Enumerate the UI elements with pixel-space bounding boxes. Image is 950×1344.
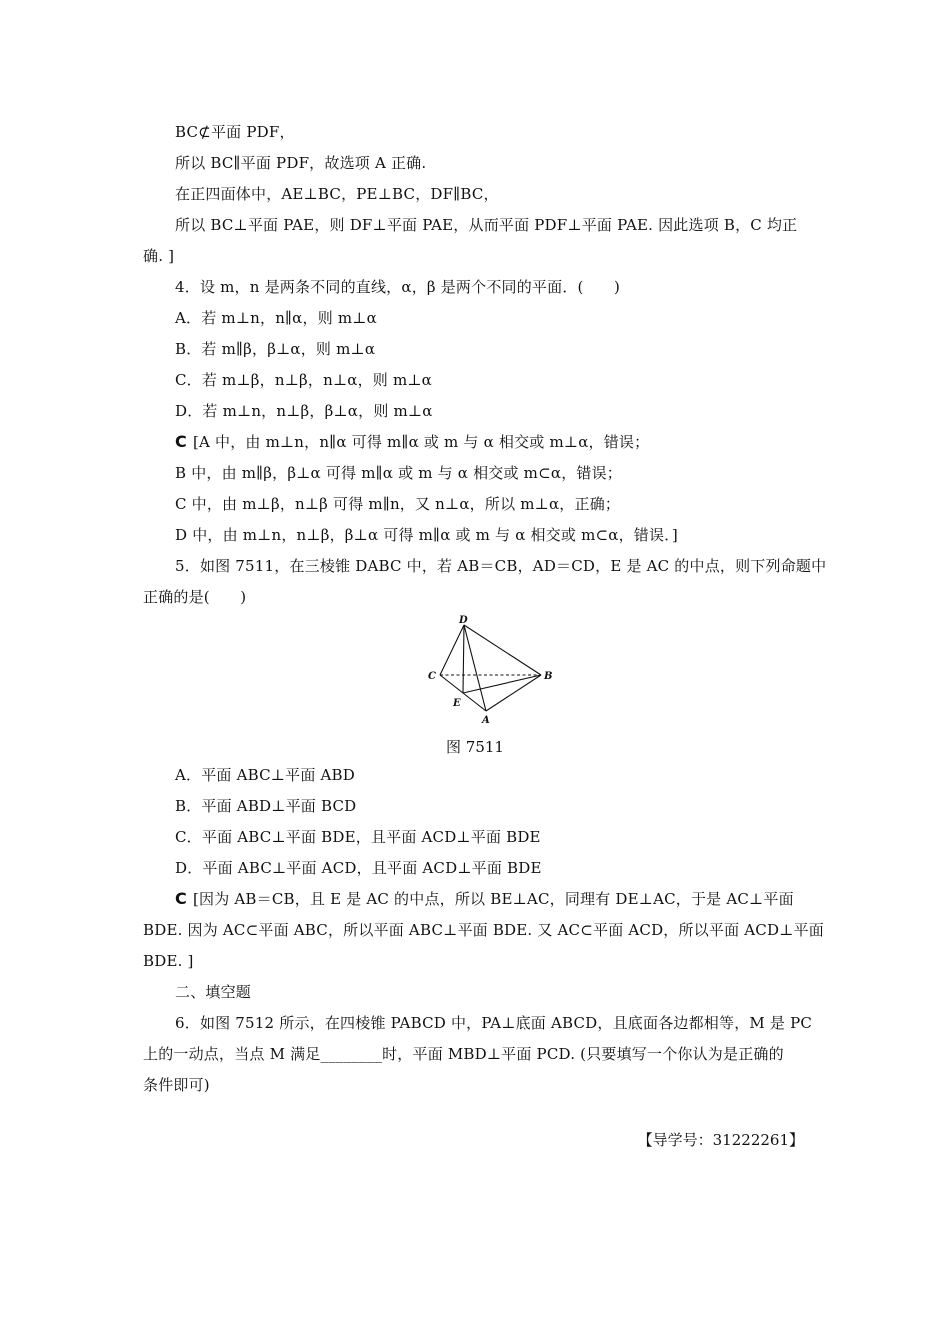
answer-letter: C — [175, 432, 187, 451]
figure-caption: 图 7511 — [446, 738, 504, 756]
section-heading: 二、填空题 — [175, 983, 252, 1001]
option-c: C．若 m⊥β，n⊥β，n⊥α，则 m⊥α — [175, 371, 433, 389]
option-b: B．若 m∥β，β⊥α，则 m⊥α — [175, 340, 376, 358]
text-line: B 中，由 m∥β，β⊥α 可得 m∥α 或 m 与 α 相交或 m⊂α，错误； — [175, 464, 622, 482]
text-line: 在正四面体中，AE⊥BC，PE⊥BC，DF∥BC， — [175, 185, 499, 203]
text-line: 正确的是( ) — [143, 588, 247, 606]
edge-dc — [440, 625, 464, 675]
answer-line: C [因为 AB＝CB，且 E 是 AC 的中点，所以 BE⊥AC，同理有 DE⊥AC，于是 AC⊥平面 — [175, 889, 794, 908]
answer-line: C [A 中，由 m⊥n，n∥α 可得 m∥α 或 m 与 α 相交或 m⊥α，错误； — [175, 432, 650, 451]
guide-number: 【导学号：31222261】 — [637, 1131, 804, 1149]
label-e: E — [453, 698, 461, 709]
edge-eb — [463, 675, 541, 693]
label-b: B — [544, 671, 553, 682]
pyramid-figure — [420, 612, 570, 732]
edge-ab — [486, 675, 541, 711]
text-line: 所以 BC⊥平面 PAE，则 DF⊥平面 PAE，从而平面 PDF⊥平面 PAE. 因此选项 B，C 均正 — [175, 216, 798, 234]
label-c: C — [428, 671, 436, 682]
label-d: D — [459, 615, 468, 626]
option-c: C．平面 ABC⊥平面 BDE，且平面 ACD⊥平面 BDE — [175, 828, 541, 846]
option-a: A．若 m⊥n，n∥α，则 m⊥α — [175, 309, 377, 327]
question-4-stem: 4．设 m，n 是两条不同的直线，α，β 是两个不同的平面．( ) — [175, 278, 621, 296]
edge-da — [464, 625, 486, 711]
text-line: 条件即可) — [143, 1076, 210, 1094]
option-d: D．平面 ABC⊥平面 ACD，且平面 ACD⊥平面 BDE — [175, 859, 542, 877]
text-line: C 中，由 m⊥β，n⊥β 可得 m∥n，又 n⊥α，所以 m⊥α，正确； — [175, 495, 621, 513]
edge-de — [463, 625, 464, 693]
question-5-stem: 5．如图 7511，在三棱锥 DABC 中，若 AB＝CB，AD＝CD，E 是 AC 的中点，则下列命题中 — [175, 557, 827, 575]
text-line: BC⊄平面 PDF， — [175, 123, 295, 141]
text-line: 确. ] — [143, 247, 175, 265]
text-line: 上的一动点，当点 M 满足________时，平面 MBD⊥平面 PCD. (只要填写一个你认为是正确的 — [143, 1045, 784, 1063]
question-6-stem: 6．如图 7512 所示，在四棱锥 PABCD 中，PA⊥底面 ABCD，且底面各边都相等，M 是 PC — [175, 1014, 813, 1032]
text-line: BDE. ] — [143, 952, 194, 970]
text-line: 所以 BC∥平面 PDF，故选项 A 正确. — [175, 154, 427, 172]
text-line: D 中，由 m⊥n，n⊥β，β⊥α 可得 m∥α 或 m 与 α 相交或 m⊂α，错误．] — [175, 526, 678, 544]
option-d: D．若 m⊥n，n⊥β，β⊥α，则 m⊥α — [175, 402, 433, 420]
option-a: A．平面 ABC⊥平面 ABD — [175, 766, 355, 784]
label-a: A — [482, 715, 490, 726]
edge-db — [464, 625, 541, 675]
text-line: BDE. 因为 AC⊂平面 ABC，所以平面 ABC⊥平面 BDE. 又 AC⊂平面 ACD，所以平面 ACD⊥平面 — [143, 921, 824, 939]
answer-letter: C — [175, 889, 187, 908]
option-b: B．平面 ABD⊥平面 BCD — [175, 797, 357, 815]
